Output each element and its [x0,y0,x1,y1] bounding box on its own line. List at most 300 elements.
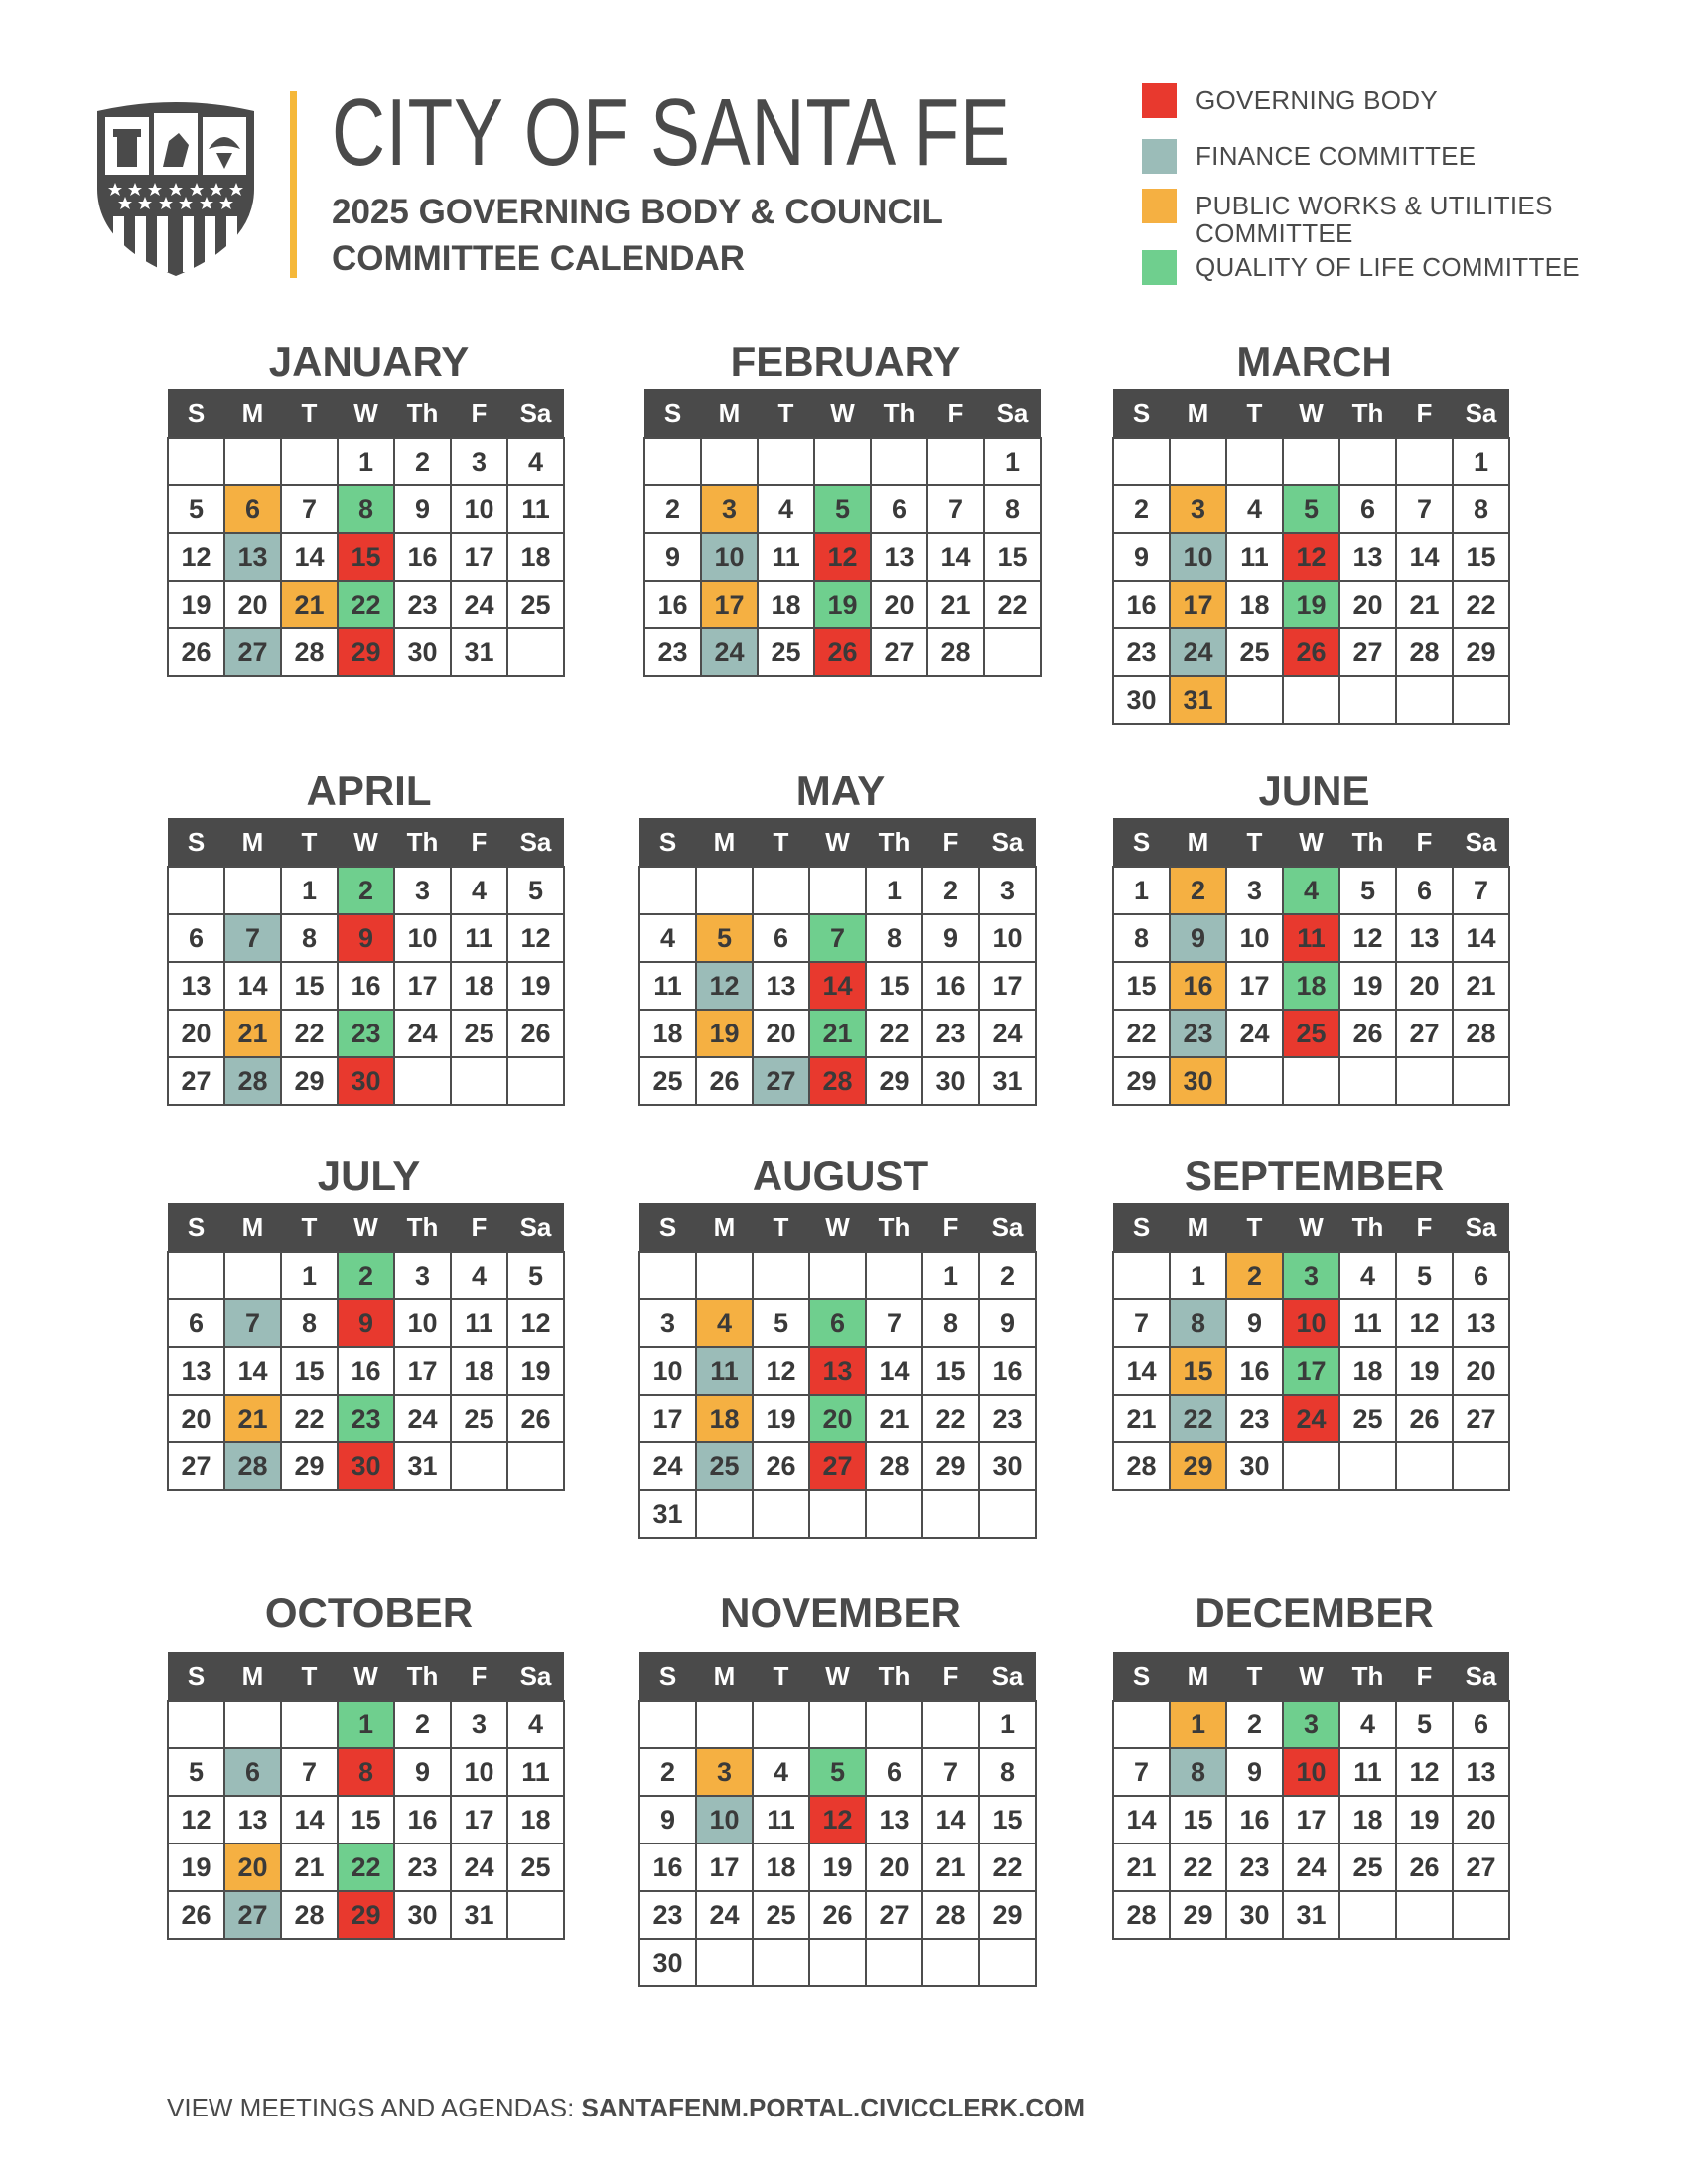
meeting-day-cell: 17 [701,581,758,628]
day-cell: 26 [507,1395,564,1442]
day-cell: 30 [922,1057,979,1105]
weekday-header: S [1113,1203,1170,1252]
day-cell: 18 [507,533,564,581]
meeting-day-cell: 29 [338,1891,394,1939]
meeting-day-cell: 12 [696,962,753,1010]
day-cell: 28 [1113,1891,1170,1939]
day-cell: 4 [451,1252,507,1299]
week-row [168,533,564,581]
day-cell: 17 [979,962,1036,1010]
weekday-header: T [281,818,338,867]
meeting-day-cell: 9 [1170,914,1226,962]
meeting-day-cell: 25 [1283,1010,1339,1057]
week-row [168,1347,564,1395]
day-cell: 16 [1226,1347,1283,1395]
week-row [1113,914,1509,962]
week-row [639,1057,1036,1105]
meeting-day-cell: 24 [1283,1395,1339,1442]
day-cell: 24 [1226,1010,1283,1057]
day-cell: 11 [451,1299,507,1347]
meeting-day-cell: 6 [224,1748,281,1796]
page-subtitle-line-1: 2025 GOVERNING BODY & COUNCIL [332,193,943,231]
day-cell: 17 [696,1843,753,1891]
week-row [639,867,1036,914]
weekday-header: T [281,1203,338,1252]
day-cell: 19 [168,1843,224,1891]
week-row [1113,962,1509,1010]
empty-day-cell [1339,676,1396,724]
day-cell: 26 [168,1891,224,1939]
empty-day-cell [1396,438,1453,485]
empty-day-cell [758,438,814,485]
day-cell: 9 [644,533,701,581]
day-cell: 11 [753,1796,809,1843]
day-cell: 8 [1113,914,1170,962]
day-cell: 12 [168,533,224,581]
day-cell: 9 [394,485,451,533]
day-cell: 26 [1396,1843,1453,1891]
weekday-header: F [927,389,984,438]
day-cell: 27 [1453,1395,1509,1442]
day-cell: 25 [507,581,564,628]
empty-day-cell [394,1057,451,1105]
empty-day-cell [1396,1891,1453,1939]
day-cell: 1 [281,867,338,914]
calendar-grid [643,389,1042,677]
weekday-header: Sa [979,1652,1036,1701]
day-cell: 28 [281,628,338,676]
day-cell: 28 [927,628,984,676]
day-cell: 6 [871,485,927,533]
month-title: FEBRUARY [730,339,961,385]
meeting-day-cell: 8 [1170,1748,1226,1796]
empty-day-cell [871,438,927,485]
weekday-header: T [281,389,338,438]
week-row [639,1796,1036,1843]
meeting-day-cell: 13 [224,533,281,581]
meeting-day-cell: 4 [696,1299,753,1347]
empty-day-cell [644,438,701,485]
meeting-day-cell: 27 [809,1442,866,1490]
day-cell: 31 [1283,1891,1339,1939]
empty-day-cell [1226,676,1283,724]
day-cell: 10 [394,1299,451,1347]
page-header [0,0,1688,298]
day-cell: 26 [507,1010,564,1057]
day-cell: 19 [1396,1347,1453,1395]
day-cell: 3 [639,1299,696,1347]
meeting-day-cell: 2 [338,1252,394,1299]
day-cell: 4 [507,1701,564,1748]
day-cell: 6 [1453,1252,1509,1299]
meeting-day-cell: 20 [809,1395,866,1442]
meeting-day-cell: 19 [814,581,871,628]
week-row [1113,1796,1509,1843]
day-cell: 12 [1396,1748,1453,1796]
day-cell: 27 [1396,1010,1453,1057]
meeting-day-cell: 27 [224,1891,281,1939]
weekday-header: F [1396,818,1453,867]
weekday-header: M [1170,1652,1226,1701]
day-cell: 16 [338,1347,394,1395]
day-cell: 25 [1339,1395,1396,1442]
meeting-day-cell: 23 [338,1010,394,1057]
day-cell: 3 [394,867,451,914]
empty-day-cell [979,1939,1036,1986]
weekday-header: Th [394,1203,451,1252]
meeting-day-cell: 2 [1226,1252,1283,1299]
meeting-day-cell: 5 [809,1748,866,1796]
day-cell: 14 [1396,533,1453,581]
day-cell: 17 [639,1395,696,1442]
meeting-day-cell: 16 [1170,962,1226,1010]
weekday-header: W [809,1203,866,1252]
day-cell: 16 [1113,581,1170,628]
day-cell: 30 [394,628,451,676]
day-cell: 20 [1453,1347,1509,1395]
week-row [644,581,1041,628]
day-cell: 21 [1396,581,1453,628]
calendar-grid [167,818,565,1106]
empty-day-cell [1283,1057,1339,1105]
day-cell: 22 [281,1010,338,1057]
week-row [639,1701,1036,1748]
day-cell: 2 [394,438,451,485]
day-cell: 28 [281,1891,338,1939]
empty-day-cell [1113,1701,1170,1748]
day-cell: 15 [1170,1796,1226,1843]
day-cell: 27 [168,1057,224,1105]
week-row [1113,1748,1509,1796]
day-cell: 3 [451,1701,507,1748]
legend-label: FINANCE COMMITTEE [1196,141,1477,171]
day-cell: 29 [281,1057,338,1105]
day-cell: 1 [281,1252,338,1299]
month-title: JULY [317,1153,421,1199]
weekday-header: Sa [1453,389,1509,438]
meeting-day-cell: 15 [1170,1347,1226,1395]
calendar-grid [1112,389,1510,725]
day-cell: 8 [281,914,338,962]
day-cell: 24 [394,1010,451,1057]
day-cell: 22 [922,1395,979,1442]
calendar-grid [1112,1203,1510,1491]
empty-day-cell [809,1252,866,1299]
day-cell: 29 [1453,628,1509,676]
header-accent-bar [290,91,297,278]
weekday-header: M [696,1203,753,1252]
day-cell: 10 [451,1748,507,1796]
week-row [639,1395,1036,1442]
legend-swatch [1142,250,1177,285]
meeting-day-cell: 8 [338,485,394,533]
week-row [644,533,1041,581]
day-cell: 23 [639,1891,696,1939]
meeting-day-cell: 17 [1283,1347,1339,1395]
weekday-header: Sa [984,389,1041,438]
meeting-day-cell: 21 [281,581,338,628]
day-cell: 14 [866,1347,922,1395]
week-row [639,1299,1036,1347]
day-cell: 6 [1339,485,1396,533]
day-cell: 16 [979,1347,1036,1395]
day-cell: 1 [922,1252,979,1299]
day-cell: 25 [1226,628,1283,676]
day-cell: 13 [168,962,224,1010]
day-cell: 7 [922,1748,979,1796]
weekday-header: F [1396,1652,1453,1701]
day-cell: 10 [639,1347,696,1395]
day-cell: 16 [644,581,701,628]
day-cell: 1 [1453,438,1509,485]
empty-day-cell [1396,1057,1453,1105]
weekday-header: M [1170,1203,1226,1252]
day-cell: 11 [507,1748,564,1796]
meeting-day-cell: 3 [1283,1252,1339,1299]
day-cell: 8 [866,914,922,962]
day-cell: 19 [1339,962,1396,1010]
day-cell: 3 [451,438,507,485]
day-cell: 23 [1226,1395,1283,1442]
day-cell: 7 [866,1299,922,1347]
empty-day-cell [1453,1891,1509,1939]
day-cell: 18 [639,1010,696,1057]
meeting-day-cell: 21 [224,1395,281,1442]
day-cell: 24 [639,1442,696,1490]
empty-day-cell [696,867,753,914]
week-row [639,1347,1036,1395]
week-row [1113,676,1509,724]
week-row [639,1748,1036,1796]
day-cell: 5 [168,485,224,533]
day-cell: 13 [1339,533,1396,581]
day-cell: 8 [979,1748,1036,1796]
weekday-header: T [753,1203,809,1252]
weekday-header: Th [394,818,451,867]
meeting-day-cell: 26 [814,628,871,676]
day-cell: 30 [1113,676,1170,724]
weekday-header-row [639,1203,1036,1252]
weekday-header: W [1283,818,1339,867]
meeting-day-cell: 18 [696,1395,753,1442]
day-cell: 30 [979,1442,1036,1490]
empty-day-cell [639,1252,696,1299]
empty-day-cell [224,1701,281,1748]
week-row [168,1299,564,1347]
week-row [168,581,564,628]
week-row [1113,1252,1509,1299]
day-cell: 10 [394,914,451,962]
weekday-header: M [1170,389,1226,438]
week-row [168,1748,564,1796]
day-cell: 20 [1396,962,1453,1010]
month-title: DECEMBER [1195,1589,1434,1636]
meeting-day-cell: 6 [224,485,281,533]
day-cell: 18 [753,1843,809,1891]
empty-day-cell [809,867,866,914]
empty-day-cell [507,1891,564,1939]
empty-day-cell [922,1490,979,1538]
empty-day-cell [696,1939,753,1986]
empty-day-cell [753,1701,809,1748]
meeting-day-cell: 12 [814,533,871,581]
day-cell: 23 [394,581,451,628]
empty-day-cell [1283,676,1339,724]
weekday-header: W [338,818,394,867]
day-cell: 11 [1339,1299,1396,1347]
day-cell: 25 [1339,1843,1396,1891]
weekday-header-row [168,389,564,438]
day-cell: 9 [979,1299,1036,1347]
empty-day-cell [753,1939,809,1986]
month-title: JUNE [1258,767,1370,814]
empty-day-cell [168,438,224,485]
empty-day-cell [701,438,758,485]
day-cell: 22 [979,1843,1036,1891]
day-cell: 21 [922,1843,979,1891]
day-cell: 27 [866,1891,922,1939]
week-row [168,914,564,962]
day-cell: 12 [507,914,564,962]
day-cell: 15 [1453,533,1509,581]
day-cell: 5 [1396,1252,1453,1299]
weekday-header: M [696,1652,753,1701]
day-cell: 4 [758,485,814,533]
meeting-day-cell: 3 [701,485,758,533]
day-cell: 6 [168,1299,224,1347]
weekday-header: T [1226,1203,1283,1252]
day-cell: 20 [168,1395,224,1442]
day-cell: 15 [866,962,922,1010]
day-cell: 17 [394,1347,451,1395]
weekday-header: Th [1339,818,1396,867]
empty-day-cell [809,1939,866,1986]
day-cell: 9 [394,1748,451,1796]
week-row [168,1843,564,1891]
day-cell: 11 [639,962,696,1010]
legend-label: GOVERNING BODY [1196,85,1439,115]
week-row [1113,1057,1509,1105]
calendar-grid [167,1652,565,1940]
day-cell: 25 [451,1395,507,1442]
day-cell: 1 [984,438,1041,485]
calendar-grid [167,389,565,677]
meeting-day-cell: 29 [1170,1442,1226,1490]
meeting-day-cell: 20 [224,1843,281,1891]
day-cell: 6 [168,914,224,962]
month-title: MAY [795,767,886,814]
empty-day-cell [809,1490,866,1538]
day-cell: 5 [753,1299,809,1347]
week-row [1113,438,1509,485]
week-row [639,1010,1036,1057]
day-cell: 10 [451,485,507,533]
week-row [1113,628,1509,676]
day-cell: 23 [1113,628,1170,676]
day-cell: 7 [1453,867,1509,914]
week-row [639,1843,1036,1891]
week-row [168,1010,564,1057]
day-cell: 11 [507,485,564,533]
meeting-day-cell: 15 [338,533,394,581]
day-cell: 24 [696,1891,753,1939]
month-title: OCTOBER [264,1589,474,1636]
day-cell: 22 [866,1010,922,1057]
weekday-header: T [753,818,809,867]
weekday-header: Sa [979,1203,1036,1252]
weekday-header-row [639,818,1036,867]
empty-day-cell [224,438,281,485]
weekday-header: Sa [507,1652,564,1701]
day-cell: 16 [394,1796,451,1843]
meeting-day-cell: 24 [701,628,758,676]
weekday-header-row [168,818,564,867]
day-cell: 31 [394,1442,451,1490]
meeting-day-cell: 18 [1283,962,1339,1010]
day-cell: 10 [1226,914,1283,962]
weekday-header: M [1170,818,1226,867]
meeting-day-cell: 10 [1283,1748,1339,1796]
week-row [1113,867,1509,914]
weekday-header: S [639,1652,696,1701]
day-cell: 7 [281,1748,338,1796]
weekday-header: F [451,389,507,438]
empty-day-cell [639,1701,696,1748]
weekday-header: Sa [507,389,564,438]
calendar-grid [1112,1652,1510,1940]
week-row [168,1891,564,1939]
day-cell: 21 [1453,962,1509,1010]
day-cell: 14 [922,1796,979,1843]
weekday-header: S [1113,1652,1170,1701]
day-cell: 5 [1396,1701,1453,1748]
weekday-header: Th [394,1652,451,1701]
day-cell: 28 [1396,628,1453,676]
month-title: AUGUST [752,1153,929,1199]
meeting-day-cell: 10 [1170,533,1226,581]
day-cell: 28 [1113,1442,1170,1490]
week-row [639,1939,1036,1986]
day-cell: 26 [1339,1010,1396,1057]
meeting-day-cell: 2 [338,867,394,914]
calendar-grid [1112,818,1510,1106]
day-cell: 15 [1113,962,1170,1010]
meeting-day-cell: 4 [1283,867,1339,914]
meeting-day-cell: 23 [1170,1010,1226,1057]
week-row [168,1057,564,1105]
week-row [1113,581,1509,628]
meeting-day-cell: 3 [696,1748,753,1796]
day-cell: 2 [1113,485,1170,533]
day-cell: 31 [639,1490,696,1538]
weekday-header-row [644,389,1041,438]
week-row [644,485,1041,533]
day-cell: 30 [394,1891,451,1939]
weekday-header: F [922,818,979,867]
legend-swatch [1142,189,1177,223]
footer-portal-link[interactable]: SANTAFENM.PORTAL.CIVICCLERK.COM [581,2093,1085,2122]
day-cell: 27 [1453,1843,1509,1891]
day-cell: 13 [753,962,809,1010]
day-cell: 13 [866,1796,922,1843]
meeting-day-cell: 12 [809,1796,866,1843]
day-cell: 25 [451,1010,507,1057]
month-title: JANUARY [268,339,470,385]
weekday-header: M [224,1652,281,1701]
weekday-header: S [1113,818,1170,867]
meeting-day-cell: 17 [1170,581,1226,628]
weekday-header: M [696,818,753,867]
